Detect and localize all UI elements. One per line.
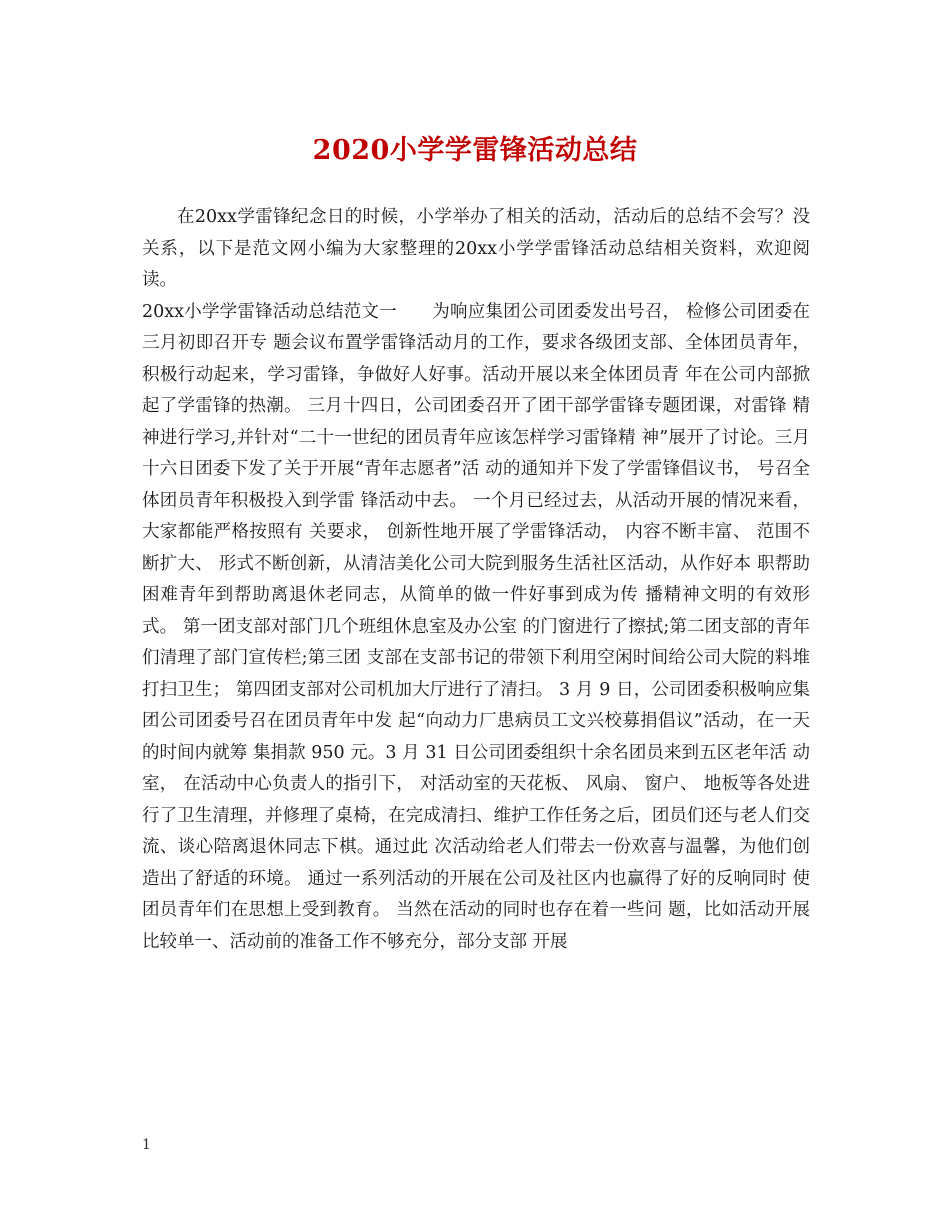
body-paragraph: 20xx小学学雷锋活动总结范文一 为响应集团公司团委发出号召， 检修公司团委在三月初即召开专 题会议布置学雷锋活动月的工作，要求各级团支部、全体团员青年， 积极行动起来，学习雷锋，争做好人好事。活动开展以来全体团员青 年在公司内部掀起了学雷锋的热潮。 三月十四日，公司团委召开了团干部学雷锋专题团课，对雷锋 精神进行学习,并针对“二十一世纪的团员青年应该怎样学习雷锋精 神”展开了讨论。三月十六日团委下发了关于开展“青年志愿者”活 动的通知并下发了学雷锋倡议书， 号召全体团员青年积极投入到学雷 锋活动中去。 一个月已经过去，从活动开展的情况来看，大家都能严格按照有 关要求， 创新性地开展了学雷锋活动， 内容不断丰富、 范围不断扩大、 形式不断创新，从清洁美化公司大院到服务生活社区活动，从作好本 职帮助困难青年到帮助离退休老同志，从简单的做一件好事到成为传 播精神文明的有效形式。 第一团支部对部门几个班组休息室及办公室 的门窗进行了擦拭;第二团支部的青年们清理了部门宣传栏;第三团 支部在支部书记的带领下利用空闲时间给公司大院的料堆打扫卫生； 第四团支部对公司机加大厅进行了清扫。 3 月 9 日，公司团委积极响应集团公司团委号召在团员青年中发 起“向动力厂患病员工文兴校募捐倡议”活动，在一天的时间内就筹 集捐款 950 元。3 月 31 日公司团委组织十余名团员来到五区老年活 动室， 在活动中心负责人的指引下， 对活动室的天花板、 风扇、 窗户、 地板等各处进行了卫生清理，并修理了桌椅，在完成清扫、维护工作任务之后，团员们还与老人们交流、谈心陪离退休同志下棋。通过此 次活动给老人们带去一份欢喜与温馨，为他们创造出了舒适的环境。 通过一系列活动的开展在公司及社区内也赢得了好的反响同时 使团员青年们在思想上受到教育。 当然在活动的同时也存在着一些问 题，比如活动开展比较单一、活动前的准备工作不够充分，部分支部 开展	[142, 301, 810, 952]
page-number: 1	[142, 1137, 151, 1153]
intro-paragraph: 在20xx学雷锋纪念日的时候，小学举办了相关的活动，活动后的总结不会写？没关系，以下是范文网小编为大家整理的20xx小学学雷锋活动总结相关资料，欢迎阅读。	[142, 207, 810, 290]
document-title: 2020小学学雷锋活动总结	[312, 135, 638, 166]
document-content	[142, 202, 810, 958]
